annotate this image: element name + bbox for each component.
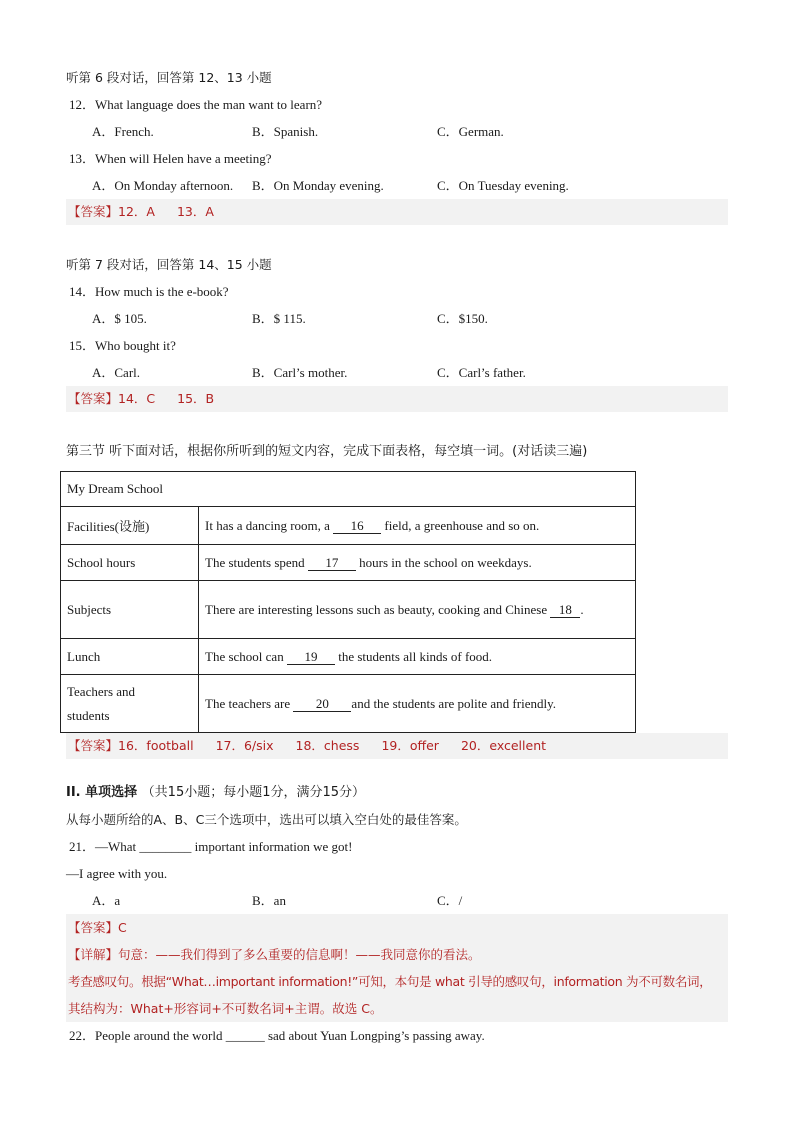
table-row — [61, 545, 636, 581]
dream-school-table — [60, 471, 636, 733]
blank-19: 19 — [287, 650, 335, 665]
blank-16: 16 — [333, 519, 381, 534]
answer-label: 【答案】 — [68, 738, 119, 753]
answer-box-12-13 — [66, 199, 728, 225]
option-a: A．Carl. — [92, 365, 141, 380]
answer-label: 【答案】 — [68, 204, 119, 219]
option-b: B．Carl’s mother. — [252, 365, 348, 380]
document-page — [66, 64, 728, 1049]
option-c: C．/ — [437, 893, 463, 908]
detail-explanation: 考查感叹句。根据“What…important information!”可知，本句是 what 引导的感叹句，information 为不可数名词， — [68, 974, 712, 989]
row-content: The teachers are 20 and the students are polite and friendly. — [199, 675, 636, 733]
detail-translation: 句意：——我们得到了多么重要的信息啊！——我同意你的看法。 — [118, 947, 481, 962]
question-14: 14．How much is the e-book? — [69, 284, 229, 299]
question-21-options — [66, 887, 728, 914]
answer-value: 14．C — [118, 391, 156, 406]
option-c: C．$150. — [437, 311, 488, 326]
table-row — [61, 507, 636, 545]
dialogue-7-intro: 听第 7 段对话，回答第 14、15 小题 — [66, 257, 272, 272]
detail-structure: 其结构为：What+形容词+不可数名词+主谓。故选 C。 — [68, 1001, 383, 1016]
option-a: A．French. — [92, 124, 154, 139]
table-row — [61, 581, 636, 639]
answer-value: 13．A — [176, 204, 214, 219]
option-b: B．Spanish. — [252, 124, 319, 139]
question-14-options — [66, 305, 728, 332]
question-13: 13．When will Helen have a meeting? — [69, 151, 272, 166]
question-21-reply: —I agree with you. — [66, 866, 168, 881]
row-content: The students spend 17 hours in the school on weekdays. — [199, 545, 636, 581]
option-b: B．$ 115. — [252, 311, 306, 326]
part-3-title: 第三节 听下面对话，根据你所听到的短文内容，完成下面表格，每空填一词。(对话读三遍) — [66, 444, 588, 459]
answer-detail-21 — [66, 914, 728, 1022]
option-a: A．$ 105. — [92, 311, 147, 326]
blank-18: 18 — [550, 603, 580, 618]
row-content: The school can 19 the students all kinds of food. — [199, 639, 636, 675]
option-b: B．an — [252, 893, 286, 908]
part-2-instruction: 从每小题所给的A、B、C三个选项中，选出可以填入空白处的最佳答案。 — [66, 812, 467, 827]
blank-17: 17 — [308, 556, 356, 571]
dialogue-6-intro: 听第 6 段对话，回答第 12、13 小题 — [66, 70, 272, 85]
option-c: C．Carl’s father. — [437, 365, 526, 380]
answer-value: 15．B — [177, 391, 215, 406]
option-c: C．On Tuesday evening. — [437, 178, 569, 193]
part-2-title: II. 单项选择 （共15小题；每小题1分，满分15分） — [66, 785, 366, 800]
row-label: Teachers and students — [61, 675, 199, 733]
row-content: It has a dancing room, a 16 field, a greenhouse and so on. — [199, 507, 636, 545]
answer-label: 【答案】 — [68, 920, 119, 935]
row-label: Subjects — [61, 581, 199, 639]
question-12: 12．What language does the man want to learn? — [69, 97, 323, 112]
row-content: There are interesting lessons such as beauty, cooking and Chinese 18 . — [199, 581, 636, 639]
table-row — [61, 675, 636, 733]
answer-value: 19．offer — [381, 738, 439, 753]
answer-value: 12．A — [118, 204, 155, 219]
question-13-options — [66, 172, 728, 199]
question-12-options — [66, 118, 728, 145]
answer-box-16-20 — [66, 733, 728, 759]
answer-value: 18．chess — [295, 738, 360, 753]
table-heading: My Dream School — [61, 472, 636, 507]
row-label: School hours — [61, 545, 199, 581]
option-b: B．On Monday evening. — [252, 178, 384, 193]
detail-label: 【详解】 — [68, 947, 119, 962]
question-21: 21．—What ________ important information we got! — [69, 839, 353, 854]
option-a: A．On Monday afternoon. — [92, 178, 234, 193]
table-row — [61, 639, 636, 675]
row-label: Facilities(设施) — [61, 507, 199, 545]
answer-value: 20．excellent — [460, 738, 547, 753]
option-c: C．German. — [437, 124, 504, 139]
question-15: 15．Who bought it? — [69, 338, 176, 353]
answer-label: 【答案】 — [68, 391, 119, 406]
answer-value: 17．6/six — [215, 738, 274, 753]
row-label: Lunch — [61, 639, 199, 675]
answer-value: C — [118, 920, 127, 935]
question-22: 22．People around the world ______ sad about Yuan Longping’s passing away. — [69, 1028, 485, 1043]
blank-20: 20 — [293, 697, 351, 712]
question-15-options — [66, 359, 728, 386]
answer-value: 16．football — [118, 738, 194, 753]
option-a: A．a — [92, 893, 121, 908]
answer-box-14-15 — [66, 386, 728, 412]
